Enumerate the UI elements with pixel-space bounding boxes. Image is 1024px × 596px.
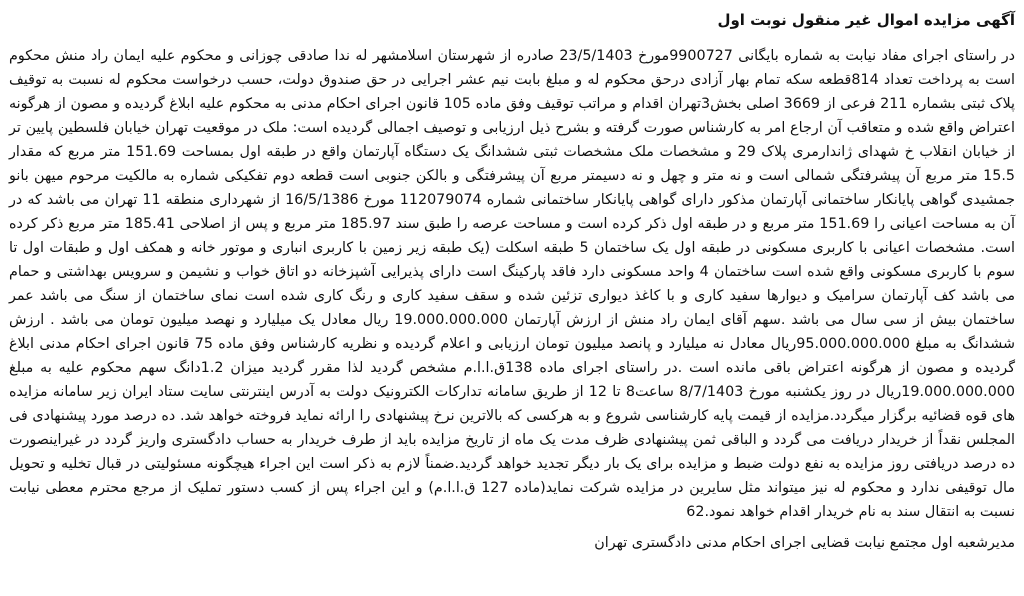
notice-title: آگهی مزایده اموال غیر منقول نوبت اول	[717, 11, 1015, 29]
notice-signature: مدیرشعبه اول مجتمع نیابت قضایی اجرای احکام مدنی دادگستری تهران	[594, 535, 1015, 551]
notice-body: در راستای اجرای مفاد نیابت به شماره بایگانی 9900727مورخ 23/5/1403 صادره از شهرستان اسلامشهر له ندا صادقی چوزانی و محکوم علیه ایمان راد منش محکوم است به پرداخت تعداد 814قطعه سکه تمام بهار آزادی درحق محکوم له و مبلغ بابت نیم عشر اجرایی در حق صندوق دولت، حسب درخواست محکوم له نسبت به توقیف پلاک ثبتی بشماره 211 فرعی از 3669 اصلی بخش3تهران اقدام و مراتب توقیف وفق ماده 105 قانون اجرای احکام مدنی به محکوم علیه ابلاغ گردیده و مصون از هرگونه اعتراض واقع شده و متعاقب آن ارجاع امر به کارشناس صورت گرفته و بشرح ذیل ارزیابی و توصیف اجمالی گردیده است: ملک در موقعیت تهران خیابان فلسطین پایین تر از خیابان انقلاب خ شهدای ژاندارمری پلاک 29 و مشخصات ملک مشخصات ثبتی ششدانگ یک دستگاه آپارتمان واقع در طبقه اول بمساحت 151.69 متر مربع که مقدار 15.5 متر مربع آن پیشرفتگی شمالی است و نه متر و چهل و نه دسیمتر مربع آن پیشرفتگی و بالکن جنوبی است قطعه دوم تفکیکی شماره به مالکیت مرحوم میهن بانو جمشیدی گواهی پایانکار ساختمانی آپارتمان مذکور دارای گواهی پایانکار ساختمانی شماره 112079074 مورخ 16/5/1386 از شهرداری منطقه 11 تهران می باشد که در آن به مساحت اعیانی را 151.69 متر مربع و در طبقه اول ذکر کرده است و مساحت عرصه را طبق سند 185.97 متر مربع و پس از اصلاحی 185.41 متر مربع ذکر کرده است. مشخصات اعیانی با کاربری مسکونی در طبقه اول یک ساختمان 5 طبقه اسکلت (یک طبقه زیر زمین با کاربری انباری و موتور خانه و همکف اول و طبقات اول تا سوم با کاربری مسکونی واقع شده است ساختمان 4 واحد مسکونی دارد فاقد پارکینگ است دارای پذیرایی آشپزخانه دو اتاق خواب و نشیمن و سرویس بهداشتی و حمام می باشد کف آپارتمان سرامیک و دیوارها سفید کاری و با کاغذ دیواری تزئین شده و سقف سفید کاری و رنگ کاری شده است نمای ساختمان از سنگ می باشد عمر ساختمان بیش از سی سال می باشد .سهم آقای ایمان راد منش از ارزش آپارتمان 19.000.000.000 ریال معادل یک میلیارد و نهصد میلیون تومان می باشد . ارزش ششدانگ به مبلغ 95.000.000.000ریال معادل نه میلیارد و پانصد میلیون تومان ارزیابی و اعلام گردیده و نظریه کارشناس وفق ماده 75 قانون اجرای احکام مدنی ابلاغ گردیده و مصون از هرگونه اعتراض باقی مانده است .در راستای اجرای ماده 138ق.ا.ا.م مشخص گردید لذا مقرر گردید میزان 1.2دانگ سهم محکوم علیه به مبلغ 19.000.000.000ریال در روز یکشنبه مورخ 8/7/1403 ساعت8 تا 12 از طریق سامانه تدارکات الکترونیک دولت به آدرس اینترنتی سایت ستاد ایران زیر سامانه مزایده های قوه قضائیه برگزار میگردد.مزایده از قیمت پایه کارشناسی شروع و به هرکسی که بالاترین نرخ پیشنهادی را ارائه نماید فروخته خواهد شد. ده درصد مورد پیشنهادی فی المجلس نقداً از خریدار دریافت می گردد و الباقی ثمن پیشنهادی ظرف مدت یک ماه از تاریخ مزایده باید از طرف خریدار به حساب دادگستری واریز گردد در غیراینصورت ده درصد دریافتی روز مزایده به نفع دولت ضبط و مزایده برای یک بار دیگر تجدید خواهد گردید.ضمناً لازم به ذکر است این اجراء هیچگونه مسئولیتی در قبال تخلیه و تحویل مال توقیفی ندارد و محکوم له نیز میتواند مثل سایرین در مزایده شرکت نماید(ماده 127 ق.ا.ا.م) و این اجراء پس از کسب دستور تملیک از مرجع محترم معطی نیابت نسبت به انتقال سند به نام خریدار اقدام خواهد نمود.62	[9, 48, 1016, 520]
